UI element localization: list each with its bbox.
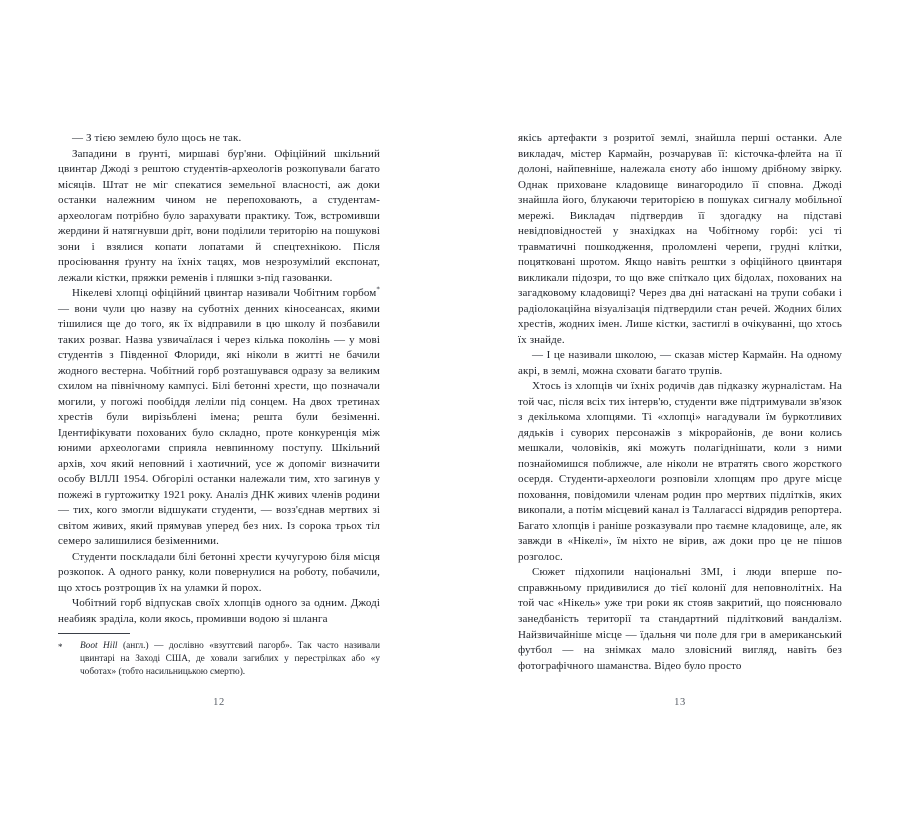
paragraph: Западини в ґрунті, миршаві бур'яни. Офіційний шкільний цвинтар Джоді з рештою студентів-археологів розкопували багато місяців. Штат не міг спекатися земельної власності, аж доки останки належним чином не перепоховають, а студентам-археологам потрібно було зарахувати практику. Тож, встромивши жердини й натягнувши дріт, вони поділили територію на пошукові зони і взялися копати лопатами й спецтехнікою. Після просіювання ґрунту на їхніх тацях, мов незрозумілий експонат, лежали кістки, пряжки ременів і пляшки з-під газованки. [58,147,380,284]
page-left [58,0,380,817]
page-number-right: 13 [674,697,686,708]
paragraph: Сюжет підхопили національні ЗМІ, і люди вперше по-справжньому придивилися до тієї колонії для неповнолітніх. На той час «Нікель» уже три роки як стояв закритий, що пояснювало занедбаність території та стандартний підлітковий вандалізм. Найзвичайніше місце — їдальня чи поле для гри в американський футбол — на знімках мало зловісний вигляд, навіть без фотографічного шаманства. Відео було просто [518,566,842,672]
paragraph: Студенти поскладали білі бетонні хрести кучугурою біля місця розкопок. А одного ранку, коли повернулися на роботу, побачили, що хтось розтрощив їх на уламки й порох. [58,550,380,594]
footnote-marker: * [58,642,63,652]
paragraph: — З тією землею було щось не так. [72,132,242,144]
footnote-rest: (англ.) — дослівно «взуттєвий пагорб». Так часто називали цвинтарі на Заході США, де ховали загиблих у перестрілках або «у чоботах» (тобто насильницькою смертю). [80,641,380,678]
footnote-body [58,640,380,680]
paragraph-with-footnote-marker [58,286,380,550]
footnote [58,633,380,680]
paragraph: якісь артефакти з розритої землі, знайшла перші останки. Але викладач, містер Кармайн, розчарував її: кісточка-флейта на її долоні, найпевніше, належала єноту або іншому дрібному звірку. Однак приховане кладовище винагородило її сповна. Джоді знайшла його, блукаючи територією в пошуках сигналу мобільної мережі. Викладач підтвердив її здогадку на підставі невідповідностей у знахідках на Чобітному горбі: усі ті травматичні пошкодження, проломлені черепи, грудні клітки, поцятковані шротом. Якщо навіть рештки з офіційного цвинтаря викликали підозри, то що вже спіткало цих бідолах, похованих на загадковому кладовищі? Через два дні натаскані на трупи собаки і радіолокаційна візуалізація підтвердили стан речей. Жодних білих хрестів, жодних імен. Лише кістки, застиглі в очікуванні, що хтось їх знайде. [518,132,842,346]
right-page-textblock [518,131,842,674]
footnote-marker-inline[interactable]: * [376,285,380,294]
paragraph: Хтось із хлопців чи їхніх родичів дав підказку журналістам. На той час, після всіх тих інтерв'ю, студенти вже підтримували зв'язок з декількома хлопцями. Ті «хлопці» нагадували їм буркотливих дядьків і суворих персонажів з мікрорайонів, де вони колись мешкали, чоловіків, які можуть полагіднішати, коли з ними познайомишся поближче, але ніколи не втратять свого жорсткого осердя. Студенти-археологи розповіли хлопцям про друге місце поховання, повідомили членам родин про мертвих підлітків, яких викопали, а потім місцевий канал із Таллагассі відрядив репортера. Багато хлопців і раніше розказували про таємне кладовище, але, як завжди в «Нікелі», їм ніхто не вірив, аж доки про це не пішов розголос. [518,380,842,563]
paragraph-text-before-marker: Нікелеві хлопці офіційний цвинтар називали Чобітним горбом [72,287,377,300]
paragraph: Чобітний горб відпускав своїх хлопців одного за одним. Джоді неабияк зраділа, коли якось, промивши водою зі шланга [58,597,380,625]
page-right [518,0,842,817]
footnote-italic-term: Boot Hill [80,641,118,651]
page-number-left: 12 [213,697,225,708]
left-page-textblock [58,131,380,628]
paragraph-text-after-marker: — вони чули цю назву на суботніх денних кіносеансах, якими тішилися ще до того, як їх відправили в цю школу й позбавили таких розваг. Назва узвичаїлася і через кілька поколінь — у мові студентів з Південної Флориди, які ніколи в житті не бачили жодного вестерна. Чобітний горб розташувався одразу за великим схилом на північному кампусі. Білі бетонні хрести, що позначали могили, у погожі пообіддя леліли під сонцем. На двох третинах хрестів були вирізьблені імена; решта були безіменні. Ідентифікувати похованих було складно, проте конкуренція між юними археологами сприяла невпинному поступу. Шкільний архів, хоч який неповний і хаотичний, усе ж допоміг визначити особу ВІЛЛІ 1954. Обгорілі останки належали тим, хто загинув у пожежі в гуртожитку 1921 року. Аналіз ДНК живих членів родини — тих, кого змогли відшукати студенти, — возз'єднав мертвих зі світом живих, який прямував уперед без них. Із сорока трьох тіл семеро залишилися безіменними. [58,302,380,548]
footnote-text [80,640,380,680]
paragraph: — І це називали школою, — сказав містер Кармайн. На одному акрі, в землі, можна сховати багато трупів. [518,349,842,377]
footnote-separator-rule [58,633,130,634]
